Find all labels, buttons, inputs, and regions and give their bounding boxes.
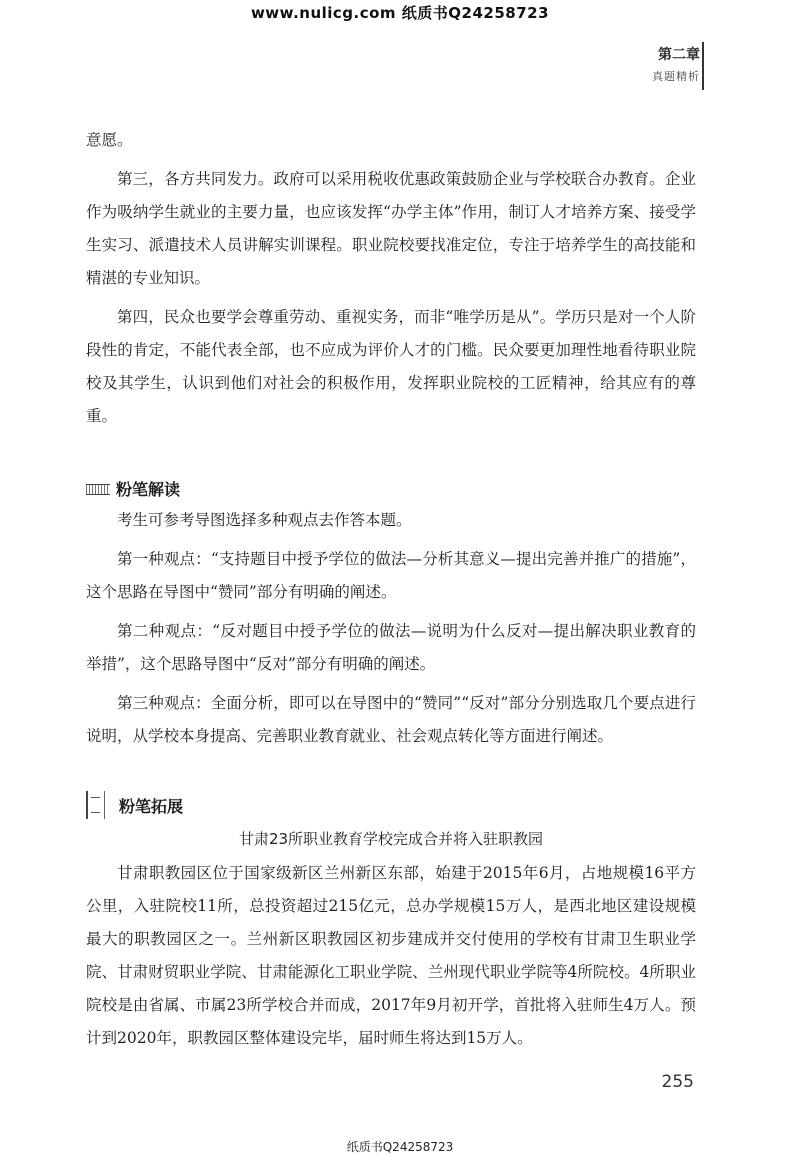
section-heading-label: 粉笔拓展 — [119, 796, 184, 816]
article-paragraph: 甘肃职教园区位于国家级新区兰州新区东部，始建于2015年6月，占地规模16平方公里，入驻院校11所，总投资超过215亿元，总办学规模15万人，是西北地区建设规模最大的职教园区之一。兰州新区职教园区初步建成并交付使用的学校有甘肃卫生职业学院、甘肃财贸职业学院、甘肃能源化工职业学院、兰州现代职业学院等4所院校。4所职业院校是由省属、市属23所学校合并而成，2017年9月初开学，首批将入驻师生4万人。预计到2020年，职教园区整体建设完毕，届时师生将达到15万人。 — [86, 864, 696, 1047]
chapter-title: 第二章 — [658, 47, 700, 63]
chapter-header — [652, 44, 700, 84]
interpretation-paragraph: 第一种观点：“支持题目中授予学位的做法—分析其意义—提出完善并推广的措施”，这个思路在导图中“赞同”部分有明确的阐述。 — [86, 550, 696, 601]
chapter-divider-bar — [702, 42, 704, 90]
bookmark-icon — [86, 791, 105, 819]
section-heading-interpretation — [86, 477, 696, 500]
interpretation-paragraph: 考生可参考导图选择多种观点去作答本题。 — [117, 511, 412, 529]
paragraph-point-three: 第三，各方共同发力。政府可以采用税收优惠政策鼓励企业与学校联合办教育。企业作为吸纳学生就业的主要力量，也应该发挥“办学主体”作用，制订人才培养方案、接受学生实习、派遣技术人员讲解实训课程。职业院校要找准定位，专注于培养学生的高技能和精湛的专业知识。 — [86, 170, 696, 287]
paragraph-point-four: 第四，民众也要学会尊重劳动、重视实务，而非“唯学历是从”。学历只是对一个人阶段性的肯定，不能代表全部，也不应成为评价人才的门槛。民众要更加理性地看待职业院校及其学生，认识到他们对社会的积极作用，发挥职业院校的工匠精神，给其应有的尊重。 — [86, 308, 696, 425]
interpretation-paragraph: 第三种观点：全面分析，即可以在导图中的“赞同”“反对”部分分别选取几个要点进行说明，从学校本身提高、完善职业教育就业、社会观点转化等方面进行阐述。 — [86, 694, 696, 745]
article-title: 甘肃23所职业教育学校完成合并将入驻职教园 — [238, 830, 544, 848]
section-marker-icon — [86, 484, 110, 495]
chapter-subtitle: 真题精析 — [652, 70, 700, 83]
top-watermark: www.nulicg.com 纸质书Q24258723 — [250, 4, 550, 22]
section-heading-label: 粉笔解读 — [116, 480, 181, 499]
paragraph-continued: 意愿。 — [86, 131, 133, 149]
section-heading-extension — [86, 791, 696, 819]
page-number: 255 — [661, 1072, 694, 1092]
page-content — [86, 124, 696, 1061]
bottom-watermark: 纸质书Q24258723 — [346, 1140, 454, 1154]
interpretation-paragraph: 第二种观点：“反对题目中授予学位的做法—说明为什么反对—提出解决职业教育的举措”，这个思路导图中“反对”部分有明确的阐述。 — [86, 622, 696, 673]
